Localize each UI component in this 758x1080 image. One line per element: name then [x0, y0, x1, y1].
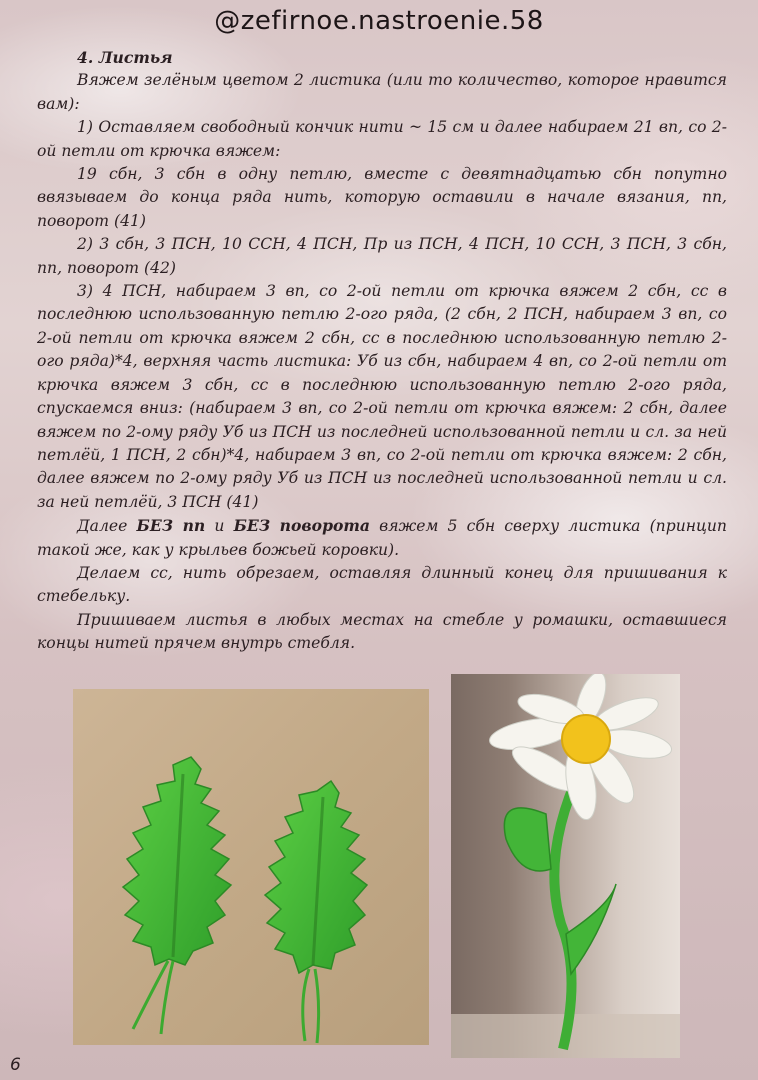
lower-stem-leaf [566, 884, 616, 974]
finish-text-2: и [205, 517, 234, 536]
daisy-illustration [451, 674, 680, 1058]
paragraph-step-2: 2) 3 сбн, 3 ПСН, 10 ССН, 4 ПСН, Пр из ПСН, 4 ПСН, 10 ССН, 3 ПСН, 3 сбн, пп, поворот (42) [37, 235, 727, 277]
upper-stem-leaf [504, 808, 551, 871]
paragraph-sew-leaves: Пришиваем листья в любых местах на стебле у ромашки, оставшиеся концы нитей прячем внутрь стебля. [37, 610, 727, 653]
finish-text-1: Далее [77, 517, 137, 536]
instructions-text [37, 46, 727, 656]
page-number: 6 [10, 1055, 21, 1075]
finish-bold-2: БЕЗ поворота [233, 516, 370, 536]
paragraph-step-3: 3) 4 ПСН, набираем 3 вп, со 2-ой петли от крючка вяжем 2 сбн, сс в последнюю использованную петлю 2-ого ряда, (2 сбн, 2 ПСН, набираем 3 вп, со 2-ой петли от крючка вяжем 2 сбн, сс в последнюю использованную петлю 2-ого ряда)*4, верхняя часть листика: Уб из сбн, набираем 4 вп, со 2-ой петли от крючка вяжем 3 сбн, сс в последнюю использованную петлю 2-ого ряда, спускаемся вниз: (набираем 3 вп, со 2-ой петли от крючка вяжем: 2 сбн, далее вяжем по 2-ому ряду Уб из ПСН из последней использованной петли и сл. за ней петлёй, 1 ПСН, 2 сбн)*4, набираем 3 вп, со 2-ой петли от крючка вяжем: 2 сбн, далее вяжем по 2-ому ряду Уб из ПСН из последней использованной петли и сл. за ней петлёй, 3 ПСН (41) [37, 282, 727, 511]
paragraph-cut-thread: Делаем сс, нить обрезаем, оставляя длинный конец для пришивания к стебельку. [37, 563, 727, 606]
right-leaf [265, 781, 367, 1043]
daisy-photo [451, 674, 680, 1058]
left-leaf [123, 757, 231, 1034]
paragraph-intro: Вяжем зелёным цветом 2 листика (или то количество, которое нравится вам): [37, 71, 727, 113]
finish-bold-1: БЕЗ пп [136, 516, 206, 536]
daisy-center [562, 715, 610, 763]
leaves-photo [73, 689, 429, 1045]
finish-text-3: вяжем 5 сбн сверху листика (принцип такой же, как у крыльев божьей коровки). [37, 517, 727, 559]
paragraph-finish [37, 514, 727, 562]
section-title: 4. Листья [77, 48, 173, 67]
leaves-illustration [73, 689, 429, 1045]
paragraph-step-1: 1) Оставляем свободный кончик нити ~ 15 см и далее набираем 21 вп, со 2-ой петли от крючка вяжем: [37, 118, 727, 160]
paragraph-step-1-cont: 19 сбн, 3 сбн в одну петлю, вместе с девятнадцатью сбн попутно ввязываем до конца ряда нить, которую оставили в начале вязания, пп, поворот (41) [37, 165, 727, 230]
page-header-handle: @zefirnoe.nastroenie.58 [214, 6, 544, 36]
